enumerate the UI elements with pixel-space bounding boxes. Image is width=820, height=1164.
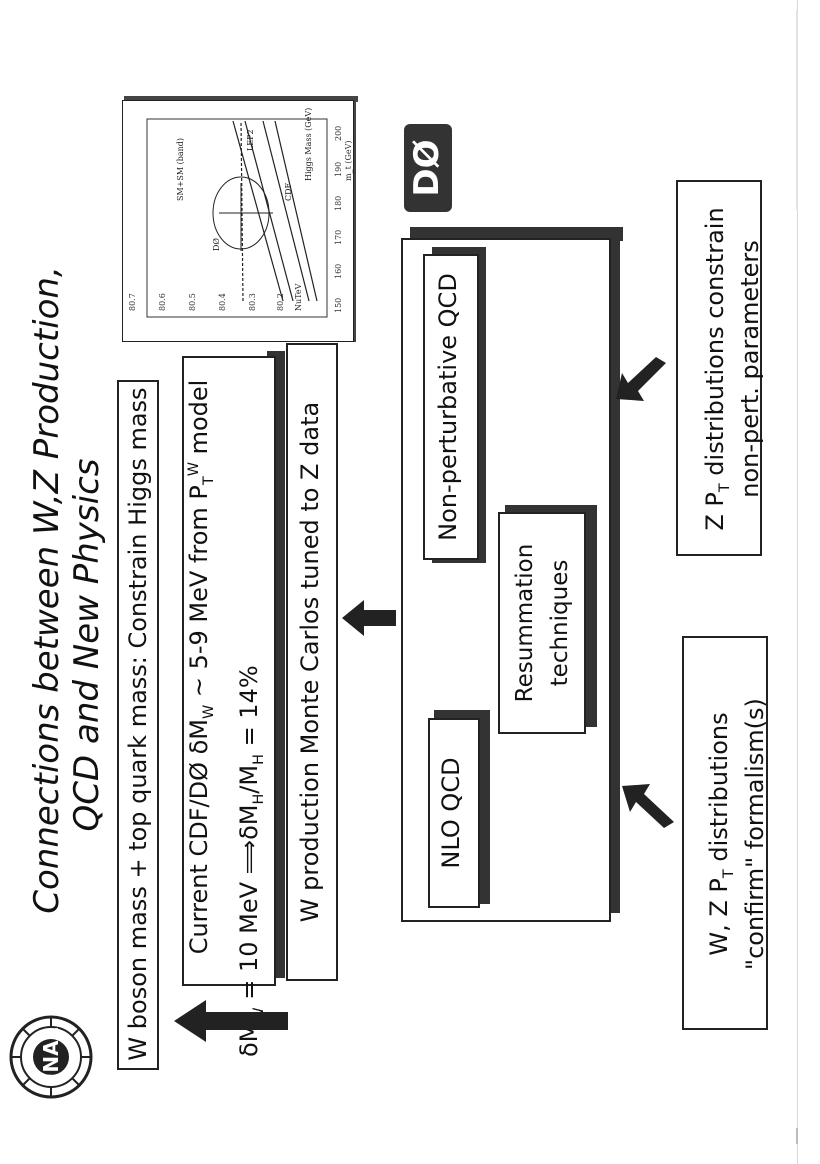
z-pt-line2: non-pert. parameters <box>736 240 764 498</box>
resummation-text-2: techniques <box>547 559 573 687</box>
arrow-up-left-icon <box>620 782 676 830</box>
plot-ytick-0: 80.7 <box>128 293 137 311</box>
current-measurement-line2: δM = 10 MeV $⟹\delta M_H/M_H = 14\%$ <box>235 665 267 1057</box>
w-boson-mass-text: W boson mass + top quark mass: Constrain Higgs mass <box>124 387 152 1061</box>
nonpert-qcd-text: Non-perturbative QCD <box>434 273 462 541</box>
svg-text:FNAL: FNAL <box>39 1027 63 1087</box>
margin-mark-bottom <box>796 1128 798 1144</box>
arrow-left-icon <box>174 998 292 1044</box>
plot-label-nutev: NuTeV <box>294 283 303 311</box>
plot-ytick-4: 80.3 <box>248 293 257 311</box>
mw-mt-plot <box>122 100 354 342</box>
page-title-line1: Connections between W,Z Production, <box>27 266 67 914</box>
fermilab-logo <box>6 1012 96 1102</box>
margin-mark-top <box>796 10 798 210</box>
plot-label-cdf: CDF <box>284 182 293 201</box>
arrow-down-left-icon <box>614 353 668 403</box>
arrow-left-middle-icon <box>342 600 398 636</box>
w-production-text: W production Monte Carlos tuned to Z data <box>296 401 324 923</box>
plot-label-d0: DØ <box>212 238 221 251</box>
plot-xtick-2: 170 <box>334 229 343 245</box>
plot-ytick-3: 80.4 <box>218 293 227 311</box>
plot-xtick-1: 160 <box>334 263 343 279</box>
plot-xlabel: m_t (GeV) <box>344 140 353 181</box>
plot-xtick-0: 150 <box>334 297 343 313</box>
plot-label-higgs: Higgs Mass (GeV) <box>304 107 313 181</box>
dzero-logo <box>402 122 454 214</box>
current-measurement-line1: Current CDF/DØ $\delta M_W$ ~ 5-9 MeV from $P_T^W$ model <box>185 379 217 955</box>
plot-xtick-3: 180 <box>334 195 343 211</box>
plot-label-sm: SM+SM (band) <box>176 138 185 201</box>
nlo-qcd-text: NLO QCD <box>437 757 465 869</box>
plot-ytick-2: 80.5 <box>188 293 197 311</box>
plot-ytick-1: 80.6 <box>158 293 167 311</box>
wz-pt-line1: W, Z $P_T$ distributions <box>705 712 737 956</box>
wz-pt-line2: "confirm" formalism(s) <box>741 698 769 970</box>
plot-label-lep2: LEP2 <box>246 129 255 151</box>
plot-xtick-4: 190 <box>334 161 343 177</box>
svg-text:DØ: DØ <box>407 139 447 197</box>
plot-xtick-5: 200 <box>334 125 343 141</box>
page-title-line2: QCD and New Physics <box>67 458 107 832</box>
z-pt-line1: Z $P_T$ distributions constrain <box>701 207 733 531</box>
resummation-text-1: Resummation <box>512 543 538 703</box>
plot-ytick-5: 80.2 <box>276 293 285 311</box>
